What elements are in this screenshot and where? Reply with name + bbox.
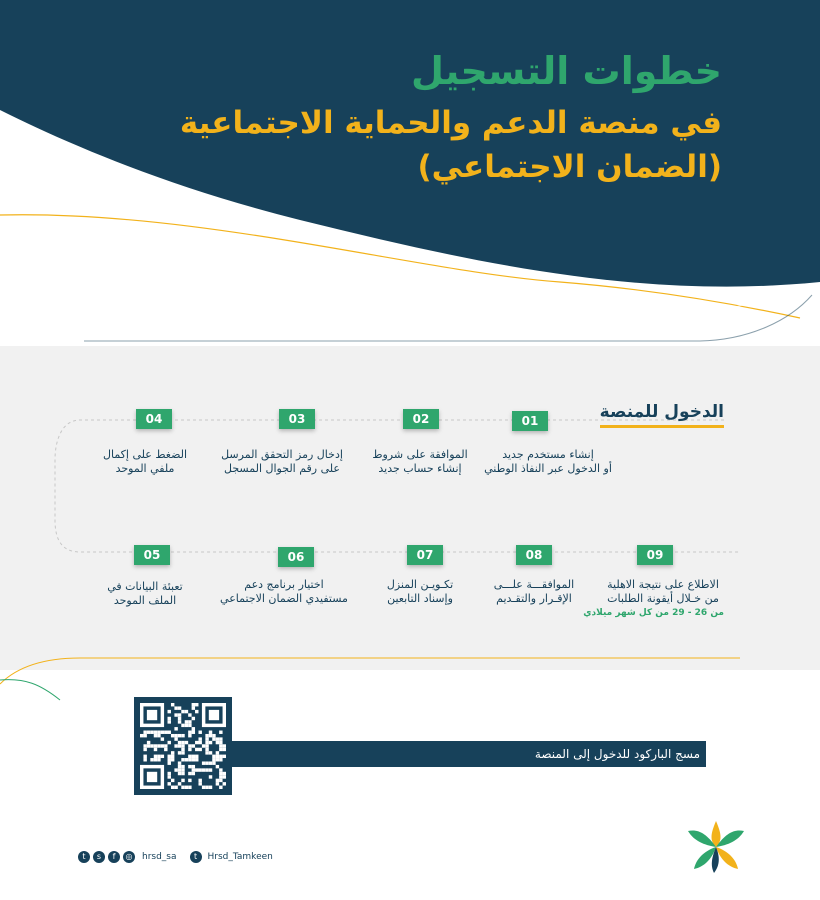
section-title: الدخول للمنصة <box>600 402 724 428</box>
instagram-icon[interactable]: ◎ <box>123 851 135 863</box>
step-text-09: الاطلاع على نتيجة الاهلية من خـلال أيقونة الطلبات <box>607 578 719 605</box>
hrsd-handle[interactable]: hrsd_sa <box>142 852 177 862</box>
snapchat-icon[interactable]: s <box>93 851 105 863</box>
step-text-06: اختيار برنامج دعم مستفيدي الضمان الاجتماعي <box>220 578 348 605</box>
step-number-07: 07 <box>407 545 443 565</box>
social-links <box>78 851 273 863</box>
step-number-01: 01 <box>512 411 548 431</box>
tamkeen-handle[interactable]: Hrsd_Tamkeen <box>207 852 273 862</box>
step-text-01: إنشاء مستخدم جديد أو الدخول عبر النفاذ الوطني <box>484 448 612 475</box>
qr-caption: مسج الباركود للدخول إلى المنصة <box>534 747 700 761</box>
step-text-05: تعبئة البيانات في الملف الموحد <box>107 580 183 607</box>
step-text-02: الموافقة على شروط إنشاء حساب جديد <box>372 448 468 475</box>
step-number-09: 09 <box>637 545 673 565</box>
twitter-icon[interactable]: t <box>190 851 202 863</box>
twitter-icon[interactable]: t <box>78 851 90 863</box>
qr-caption-bar <box>232 741 706 767</box>
qr-code-icon <box>134 697 232 795</box>
qr-code[interactable] <box>134 697 232 795</box>
facebook-icon[interactable]: f <box>108 851 120 863</box>
step-number-02: 02 <box>403 409 439 429</box>
page-subtitle: في منصة الدعم والحماية الاجتماعية <box>179 105 722 141</box>
step-text-08: الموافقـــة علـــى الإقـرار والتقـديم <box>493 578 575 605</box>
step-number-08: 08 <box>516 545 552 565</box>
step-text-04: الضغط على إكمال ملفي الموحد <box>102 448 188 475</box>
step-text-07: تكـويـن المنزل وإسناد التابعين <box>386 578 454 605</box>
step-number-06: 06 <box>278 547 314 567</box>
page-title: خطوات التسجيل <box>411 49 722 93</box>
steps-panel <box>0 346 820 670</box>
step-number-04: 04 <box>136 409 172 429</box>
step-09-note: من 26 - 29 من كل شهر ميلادي <box>583 608 724 618</box>
page-subtitle-program: (الضمان الاجتماعي) <box>417 149 722 185</box>
step-text-03: إدخال رمز التحقق المرسل على رقم الجوال المسجل <box>221 448 343 475</box>
step-number-05: 05 <box>134 545 170 565</box>
step-number-03: 03 <box>279 409 315 429</box>
